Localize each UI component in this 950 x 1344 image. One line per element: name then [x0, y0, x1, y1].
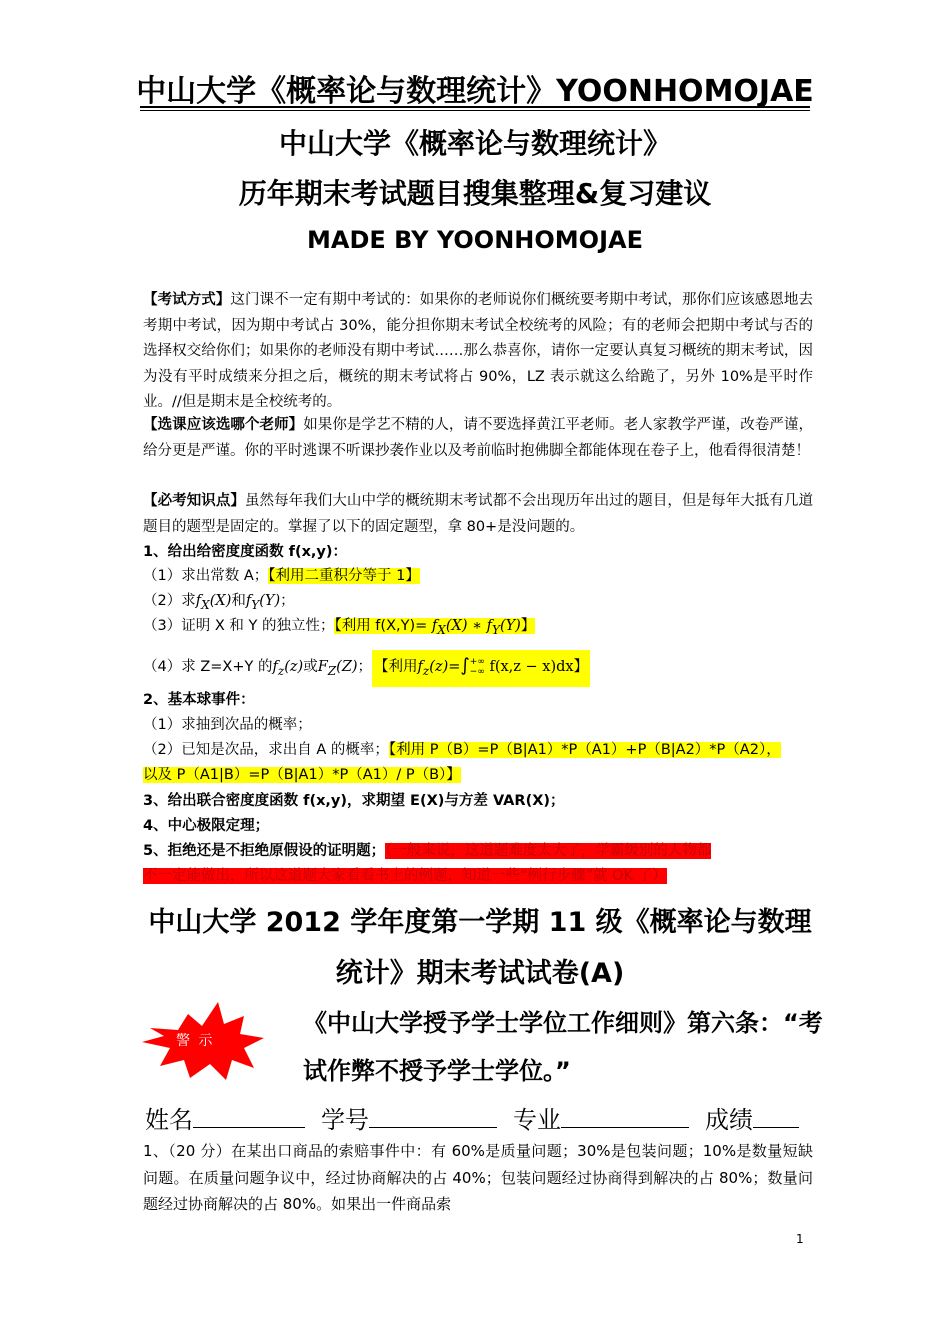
header-rule-thick — [140, 106, 810, 108]
hint-highlight: 【利用$f_z(z)=\int$ +∞ −∞ f(x,z − x)dx】 — [372, 650, 590, 687]
exam-title-line2: 统计》期末考试试卷(A) — [335, 958, 625, 989]
item-5: 5、拒绝还是不拒绝原假设的证明题；（一般来说，这道题难度太大了，学霸级别的人物都 — [143, 843, 712, 859]
id-label: 学号 — [321, 1106, 369, 1134]
warning-badge-label: 警 示 — [176, 1033, 215, 1049]
section-text: 这门课不一定有期中考试的：如果你的老师说你们概统要考期中考试，那你们应该感恩地去考期中考试，因为期中考试占 30%，能分担你期末考试全校统考的风险；有的老师会把期中考试与否的选择权交给你们；如果你的老师没有期中考试……那么恭喜你，请你一定要认真复习概统的期末考试，因为没有平时成绩来分担之后，概统的期末考试将占 90%，LZ 表示就这么给跪了，另外 10%是平时作业。//但是期末是全校统考的。 — [143, 292, 814, 410]
major-field[interactable] — [561, 1105, 689, 1128]
item-1-3: （3）证明 X 和 Y 的独立性；【利用 $f(X,Y)= f_X(X)$ ∗ $f_Y(Y)$】 — [143, 618, 536, 637]
item-2-2: （2）已知是次品，求出自 A 的概率；【利用 P（B）=P（B|A1）*P（A1）+P（B|A2）*P（A2）， — [143, 742, 781, 758]
doc-title-line1: 中山大学《概率论与数理统计》 — [278, 127, 671, 160]
section-text: 虽然每年我们大山中学的概统期末考试都不会出现历年出过的题目，但是每年大抵有几道题目的题型是固定的。掌握了以下的固定题型，拿 80+是没问题的。 — [143, 493, 813, 535]
item-2-1: （1）求抽到次品的概率； — [143, 717, 312, 733]
score-label: 成绩 — [705, 1106, 753, 1134]
section-knowledge — [143, 489, 813, 540]
item-5-cont — [143, 864, 667, 888]
item-1: 1、给出给密度度函数 f(x,y)： — [143, 544, 348, 560]
page-number: 1 — [796, 1232, 804, 1246]
score-field[interactable] — [753, 1105, 799, 1128]
hint-highlight: 以及 P（A1|B）=P（B|A1）*P（A1）/ P（B）】 — [143, 767, 461, 783]
name-label: 姓名 — [145, 1106, 193, 1134]
warning-badge — [140, 1000, 270, 1082]
page-header: 中山大学《概率论与数理统计》YOONHOMOJAE — [136, 74, 814, 109]
hint-highlight: 【利用二重积分等于 1】 — [268, 568, 420, 584]
section-text: 如果你是学艺不精的人，请不要选择黄江平老师。老人家教学严谨，改卷严谨，给分更是严谨。你的平时逃课不听课抄袭作业以及考前临时抱佛脚全都能体现在卷子上，他看得很清楚！ — [143, 417, 813, 459]
hint-highlight: 【利用 $f(X,Y)= f_X(X)$ ∗ $f_Y(Y)$】 — [334, 618, 536, 637]
item-1-4: （4）求 Z=X+Y 的$f_z(z)$或$F_Z(Z)$； 【利用$f_z(z)=\int$ +∞ −∞ f(x,z − x)dx】 — [143, 650, 590, 687]
warning-text-line2: 试作弊不授予学士学位。” — [303, 1057, 571, 1085]
section-tag: 【考试方式】 — [143, 292, 231, 308]
exam-title-line1: 中山大学 2012 学年度第一学期 11 级《概率论与数理 — [148, 907, 812, 938]
section-tag: 【必考知识点】 — [143, 493, 245, 509]
major-label: 专业 — [513, 1106, 561, 1134]
hint-highlight-red: （一般来说，这道题难度太大了，学霸级别的人物都 — [385, 843, 712, 859]
item-1-2: （2）求$f_X(X)$和$f_Y(Y)$； — [143, 593, 295, 612]
warning-text-line1: 《中山大学授予学士学位工作细则》第六条：“考 — [303, 1009, 823, 1037]
doc-title-line2: 历年期末考试题目搜集整理&复习建议 — [238, 177, 712, 210]
student-info-form — [145, 1100, 799, 1135]
item-2: 2、基本球事件： — [143, 692, 255, 708]
hint-highlight: 【利用 P（B）=P（B|A1）*P（A1）+P（B|A2）*P（A2）， — [388, 742, 781, 758]
hint-highlight-red: 不一定能做出，所以这道题大家看看书上的例题，知道一些“例行步骤”就 OK 了） — [143, 868, 667, 884]
doc-title-line3: MADE BY YOONHOMOJAE — [307, 226, 643, 254]
item-3: 3、给出联合密度度函数 f(x,y)，求期望 E(X)与方差 VAR(X)； — [143, 793, 565, 809]
section-exam-format — [143, 288, 813, 416]
name-field[interactable] — [193, 1105, 305, 1128]
id-field[interactable] — [369, 1105, 497, 1128]
question-1: 1、（20 分）在某出口商品的索赔事件中：有 60%是质量问题；30%是包装问题；10%是数量短缺问题。在质量问题争议中，经过协商解决的占 40%；包装问题经过协商得到解决的占 80%；数量问题经过协商解决的占 80%。如果出一件商品索 — [143, 1142, 813, 1213]
section-tag: 【选课应该选哪个老师】 — [143, 417, 304, 433]
item-4: 4、中心极限定理； — [143, 818, 270, 834]
item-2-2-cont — [143, 763, 461, 787]
item-1-1: （1）求出常数 A；【利用二重积分等于 1】 — [143, 568, 420, 584]
header-rule-thin — [140, 110, 810, 111]
section-teacher — [143, 413, 813, 464]
